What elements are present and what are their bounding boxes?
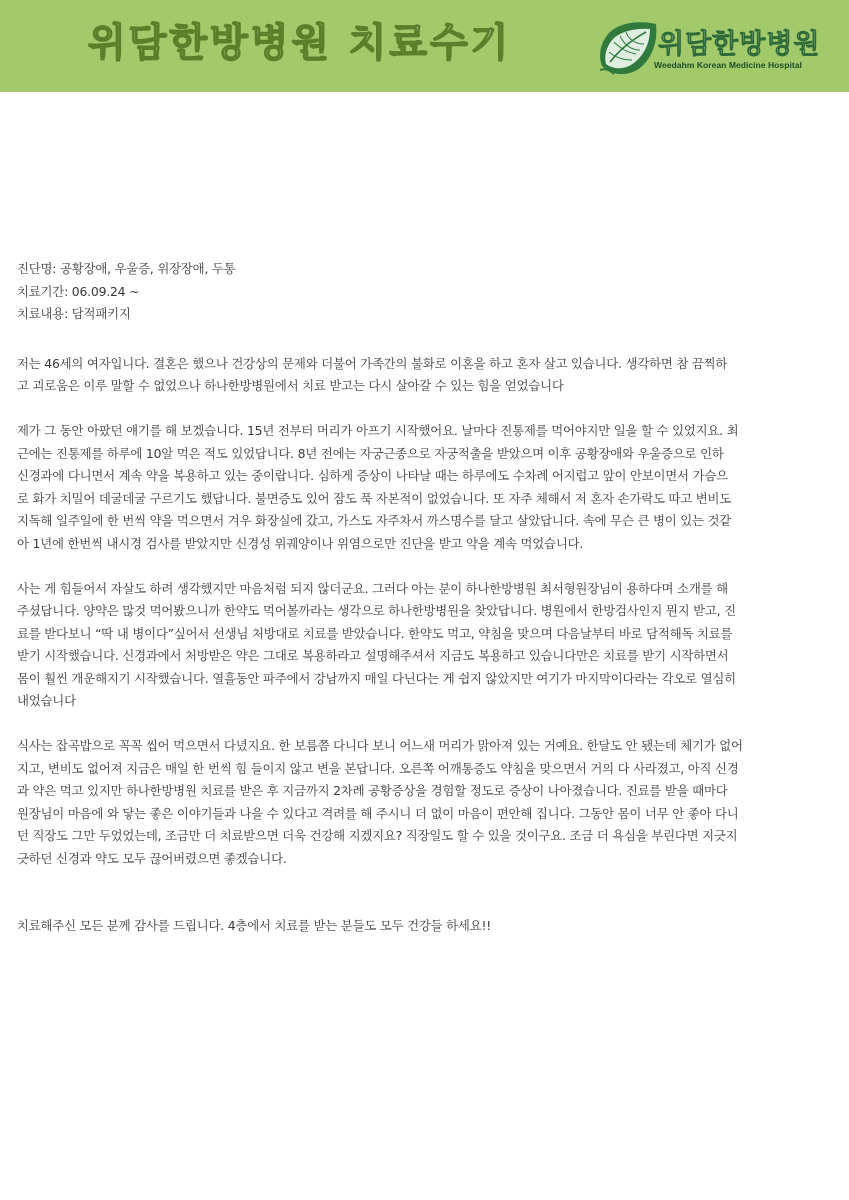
diagnosis-line: 진단명: 공황장애, 우울증, 위장장애, 두통 [17,261,236,276]
paragraph-treatment [17,578,837,713]
treatment-content-line: 치료내용: 담적패키지 [17,306,131,321]
text-line: 지독해 일주일에 한 번씩 약을 먹으면서 겨우 화장실에 갔고, 가스도 자주차서 까스명수를 달고 살았답니다. 속에 무슨 큰 병이 있는 것같 [17,513,732,528]
text-line: 저는 46세의 여자입니다. 결혼은 했으나 건강상의 문제와 더불어 가족간의 불화로 이혼을 하고 혼자 살고 있습니다. 생각하면 참 끔찍하 [17,355,728,371]
leaf-globe-icon [596,20,660,78]
text-line: 식사는 잡곡밥으로 꼭꼭 씹어 먹으면서 다녔지요. 한 보름쯤 다니다 보니 어느새 머리가 맑아져 있는 거예요. 한달도 안 됐는데 체기가 없어 [17,738,743,753]
text-line: 몸이 훨씬 개운해지기 시작했습니다. 열흘동안 파주에서 강남까지 매일 다닌다는 게 쉽지 않았지만 여기가 마지막이다라는 각오로 열심히 [17,670,736,686]
page-title: 위담한방병원 치료수기 [88,21,512,66]
text-line: 료를 받다보니 “딱 내 병이다”싶어서 선생님 처방대로 치료를 받았습니다. 한약도 먹고, 약침을 맞으며 다음날부터 바로 담적해독 치료를 [17,625,733,641]
hospital-logo [596,18,846,82]
paragraph-intro [17,353,837,398]
text-line: 던 직장도 그만 두었었는데, 조금만 더 치료받으면 더욱 건강해 지겠지요? 직장일도 할 수 있을 것이구요. 조금 더 욕심을 부린다면 지긋지 [17,828,738,843]
text-line: 로 화가 치밀어 데굴데굴 구르기도 했답니다. 불면증도 있어 잠도 푹 자본적이 없었습니다. 또 자주 체해서 저 혼자 손가락도 따고 변비도 [17,490,732,506]
article-body [17,258,837,938]
text-line: 받기 시작했습니다. 신경과에서 처방받은 약은 그대로 복용하라고 설명해주셔서 지금도 복용하고 있습니다만은 치료를 받기 시작하면서 [17,648,729,663]
text-line: 내었습니다 [17,693,76,708]
closing-line: 치료해주신 모든 분께 감사를 드립니다. 4층에서 치료를 받는 분들도 모두 건강들 하세요!! [17,918,492,933]
treatment-period-line: 치료기간: 06.09.24 ~ [17,283,140,299]
text-line: 원장님이 마음에 와 닿는 좋은 이야기들과 나을 수 있다고 격려를 해 주시니 더 없이 마음이 편안해 집니다. 그동안 몸이 너무 안 좋아 다니 [17,805,739,821]
text-line: 제가 그 동안 아팠던 얘기를 해 보겠습니다. 15년 전부터 머리가 아프기 시작했어요. 날마다 진통제를 먹어야지만 일을 할 수 있었지요. 최 [17,423,739,438]
text-line: 주셨답니다. 양약은 많것 먹어봤으니까 한약도 먹어볼까라는 생각으로 하나한방병원을 찾았답니다. 병원에서 한방검사인지 뭔지 받고, 진 [17,603,736,618]
text-line: 근에는 진통제를 하루에 10알 먹은 적도 있었답니다. 8년 전에는 자궁근종으로 자궁적출을 받았으며 이후 공황장애와 우울증으로 인하 [17,445,724,461]
header-bar [0,0,849,92]
text-line: 긋하던 신경과 약도 모두 끊어버렸으면 좋겠습니다. [17,850,287,866]
text-line: 고 괴로움은 이루 말할 수 없었으나 하나한방병원에서 치료 받고는 다시 살아갈 수 있는 힘을 얻었습니다 [17,378,564,393]
text-line: 지고, 변비도 없어져 지금은 매일 한 번씩 힘 들이지 않고 변을 본답니다. 오른쪽 어깨통증도 약침을 맞으면서 거의 다 사라졌고, 아직 신경 [17,760,739,776]
paragraph-history [17,420,837,555]
logo-korean-name: 위담한방병원 [658,29,821,60]
text-line: 아 1년에 한번씩 내시경 검사를 받았지만 신경성 위궤양이나 위염으로만 진단을 받고 약을 계속 먹었습니다. [17,535,584,551]
text-line: 과 약은 먹고 있지만 하나한방병원 치료를 받은 후 지금까지 2차례 공황증상을 경험할 정도로 증상이 나아졌습니다. 진료를 받을 때마다 [17,783,728,798]
text-line: 사는 게 힘들어서 자살도 하려 생각했지만 마음처럼 되지 않더군요. 그러다 아는 분이 하나한방병원 최서형원장님이 용하다며 소개를 해 [17,580,728,596]
logo-english-name: Weedahm Korean Medicine Hospital [654,60,802,70]
text-line: 신경과에 다니면서 계속 약을 복용하고 있는 중이랍니다. 심하게 증상이 나타날 때는 하루에도 수차례 어지럽고 앞이 안보이면서 가슴으 [17,468,728,483]
paragraph-recovery [17,735,837,870]
